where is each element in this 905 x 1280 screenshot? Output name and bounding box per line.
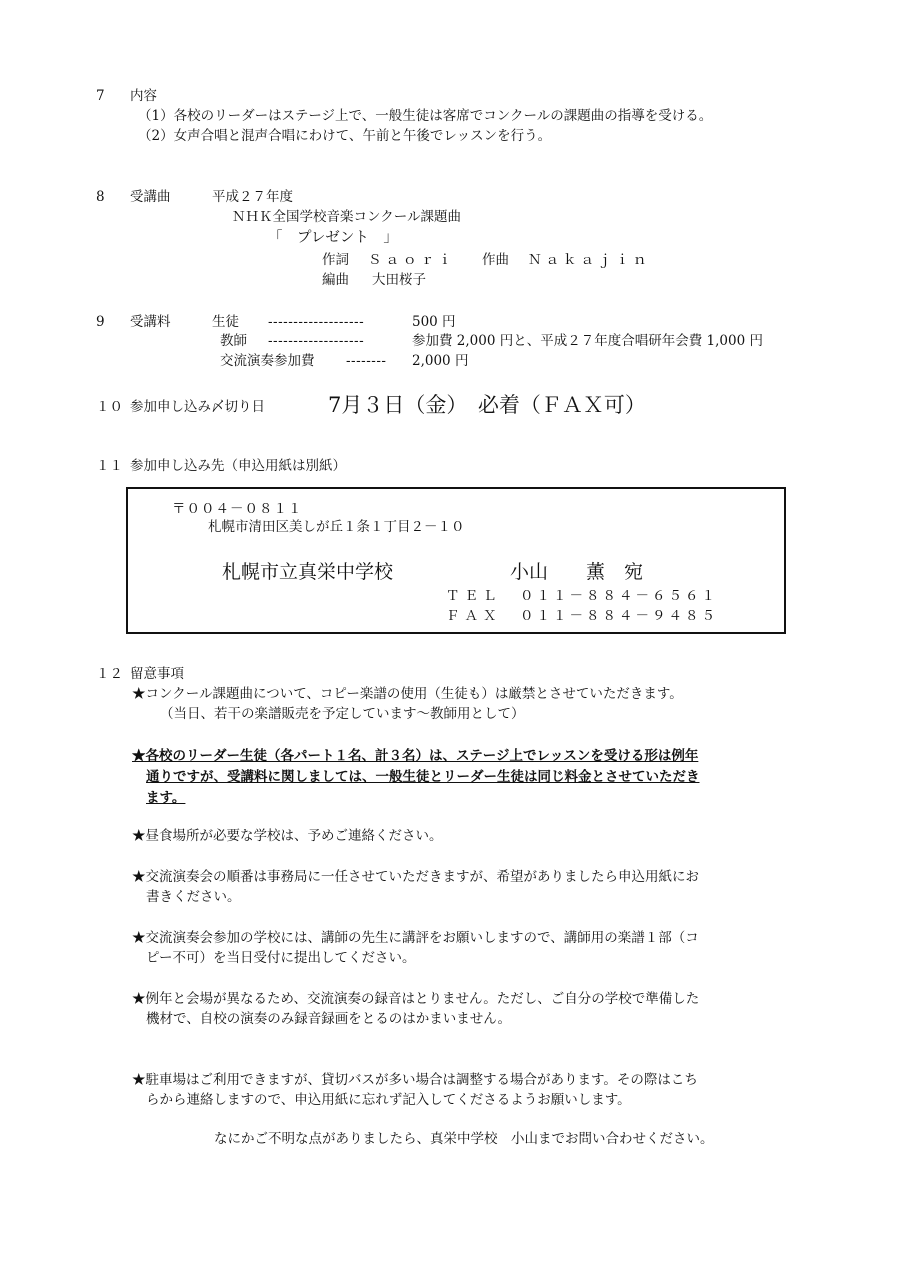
note-6-line-1: ★例年と会場が異なるため、交流演奏の録音はとりません。ただし、ご自分の学校で準備した (132, 991, 700, 1007)
section-9-number: 9 (96, 314, 105, 330)
note-3-line-1: ★昼食場所が必要な学校は、予めご連絡ください。 (132, 828, 443, 844)
section-8-number: 8 (96, 189, 105, 205)
deadline: 7月３日（金） 必着（ＦＡＸ可） (328, 393, 646, 417)
fee-exchange-label: 交流演奏参加費 (220, 353, 315, 369)
section-8-song: 「 プレゼント 」 (268, 230, 398, 246)
section-10-number: １０ (96, 399, 123, 415)
section-11-number: １１ (96, 458, 123, 474)
note-4-line-2: 書きください。 (146, 889, 241, 905)
tel-number: ０１１－８８４－６５６１ (520, 588, 718, 604)
section-7-item-2: （2）女声合唱と混声合唱にわけて、午前と午後でレッスンを行う。 (138, 128, 552, 144)
section-10-title: 参加申し込み〆切り日 (130, 399, 265, 415)
fee-student-label: 生徒 (212, 314, 239, 330)
note-5-line-2: ピー不可）を当日受付に提出してください。 (146, 950, 416, 966)
note-7-line-1: ★駐車場はご利用できますが、貸切バスが多い場合は調整する場合があります。その際はこち (132, 1072, 698, 1088)
arranger-name: 大田桜子 (372, 272, 426, 288)
section-7-title: 内容 (130, 88, 157, 104)
composer-label: 作曲 (482, 252, 509, 268)
tel-label: ＴＥＬ (446, 588, 502, 604)
lyrics-name: Ｓａｏｒｉ (368, 252, 456, 268)
section-7-item-1: （1）各校のリーダーはステージ上で、一般生徒は客席でコンクールの課題曲の指導を受ける。 (138, 108, 713, 124)
note-2-line-2: 通りですが、受講料に関しましては、一般生徒とリーダー生徒は同じ料金とさせていただき (146, 769, 700, 785)
note-5-line-1: ★交流演奏会参加の学校には、講師の先生に講評をお願いしますので、講師用の楽譜１部（コ (132, 930, 699, 946)
section-7-number: 7 (96, 88, 105, 104)
composer-name: Ｎａｋａｊｉｎ (528, 252, 651, 268)
fee-exchange-value: 2,000 円 (412, 353, 469, 369)
fee-teacher-dots: ------------------- (268, 333, 365, 349)
section-8-title: 受講曲 (130, 189, 171, 205)
address: 札幌市清田区美しが丘１条１丁目２－１０ (208, 519, 465, 535)
section-8-contest: ＮＨＫ全国学校音楽コンクール課題曲 (232, 209, 461, 225)
section-11-title: 参加申し込み先（申込用紙は別紙） (130, 458, 346, 474)
section-9-title: 受講料 (130, 314, 171, 330)
note-1-line-1: ★コンクール課題曲について、コピー楽譜の使用（生徒も）は厳禁とさせていただきます。 (132, 686, 683, 702)
note-2-line-1: ★各校のリーダー生徒（各パート１名、計３名）は、ステージ上でレッスンを受ける形は例年 (132, 748, 699, 764)
section-12-title: 留意事項 (130, 666, 184, 682)
note-4-line-1: ★交流演奏会の順番は事務局に一任させていただきますが、希望がありましたら申込用紙にお (132, 869, 699, 885)
school-name: 札幌市立真栄中学校 (222, 561, 394, 583)
address-box (126, 487, 786, 634)
fee-exchange-dots: -------- (346, 353, 387, 369)
note-1-line-2: （当日、若干の楽譜販売を予定しています～教師用として） (160, 706, 525, 722)
fax-label: ＦＡＸ (446, 608, 502, 624)
closing-message: なにかご不明な点がありましたら、真栄中学校 小山までお問い合わせください。 (214, 1131, 714, 1147)
fee-teacher-value: 参加費 2,000 円と、平成２７年度合唱研年会費 1,000 円 (412, 333, 763, 349)
recipient: 小山 薫 宛 (510, 561, 644, 583)
note-2-line-3: ます。 (146, 790, 186, 806)
note-7-line-2: らから連絡しますので、申込用紙に忘れず記入してくださるようお願いします。 (146, 1092, 631, 1108)
fax-number: ０１１－８８４－９４８５ (520, 608, 718, 624)
fee-teacher-label: 教師 (220, 333, 247, 349)
arranger-label: 編曲 (322, 272, 349, 288)
section-8-year: 平成２７年度 (212, 189, 293, 205)
note-6-line-2: 機材で、自校の演奏のみ録音録画をとるのはかまいません。 (146, 1011, 512, 1027)
fee-student-dots: ------------------- (268, 314, 365, 330)
section-12-number: １２ (96, 666, 123, 682)
fee-student-value: 500 円 (412, 314, 456, 330)
postal-code: 〒００４－０８１１ (172, 501, 303, 517)
lyrics-label: 作詞 (322, 252, 349, 268)
